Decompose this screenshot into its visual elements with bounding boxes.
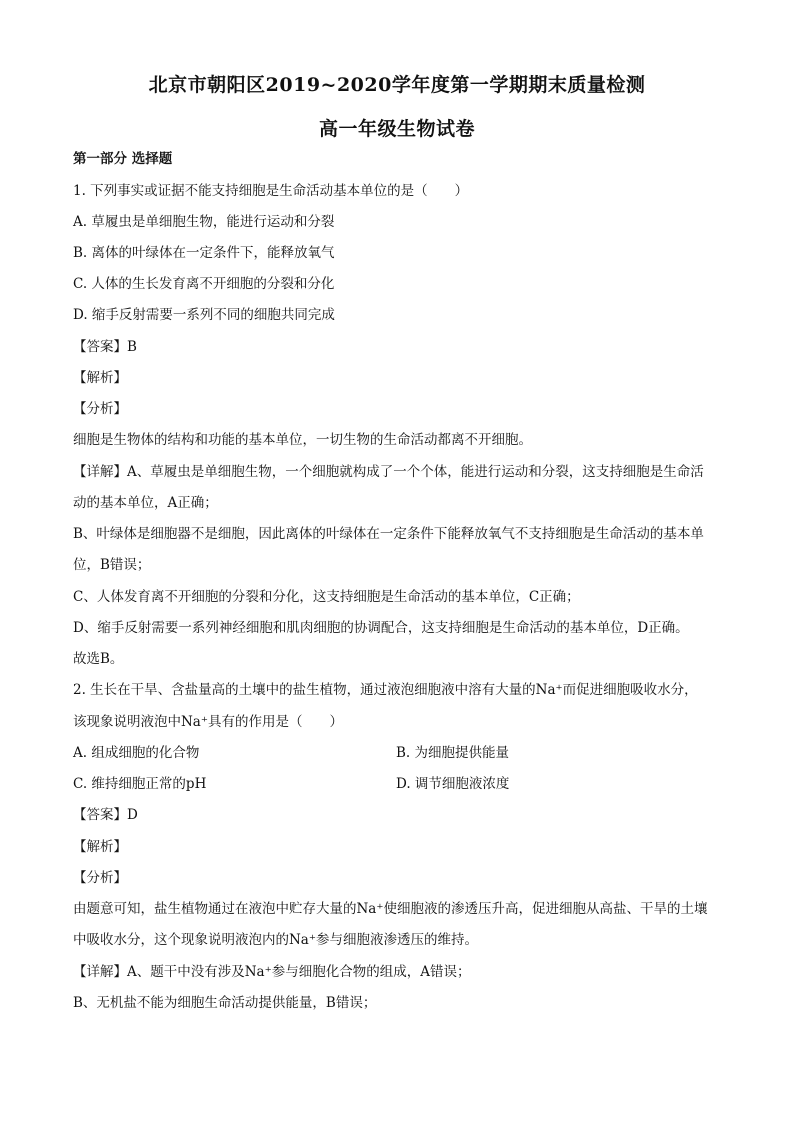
q2-jiexi-label: 【解析】 — [73, 839, 127, 855]
q2-analysis-line: 由题意可知，盐生植物通过在液泡中贮存大量的Na⁺使细胞液的渗透压升高，促进细胞从高盐、干旱的土壤 — [73, 901, 708, 917]
q1-jiexi-label: 【解析】 — [73, 370, 127, 386]
q1-detail-line: B、叶绿体是细胞器不是细胞，因此离体的叶绿体在一定条件下能释放氧气不支持细胞是生命活动的基本单 — [73, 526, 704, 542]
q1-stem: 1. 下列事实或证据不能支持细胞是生命活动基本单位的是（ ） — [73, 183, 469, 199]
q2-fenxi-label: 【分析】 — [73, 870, 127, 886]
q2-stem-line: 2. 生长在干旱、含盐量高的土壤中的盐生植物，通过液泡细胞液中溶有大量的Na⁺而促进细胞吸收水分， — [73, 682, 698, 698]
q2-detail-line: B、无机盐不能为细胞生命活动提供能量，B错误； — [73, 995, 377, 1011]
q1-option-c: C. 人体的生长发育离不开细胞的分裂和分化 — [73, 276, 335, 292]
q2-stem-line: 该现象说明液泡中Na⁺具有的作用是（ ） — [73, 714, 343, 730]
q2-option-d: D. 调节细胞液浓度 — [396, 776, 510, 792]
q2-option-b: B. 为细胞提供能量 — [396, 745, 510, 761]
q2-detail-line: 【详解】A、题干中没有涉及Na⁺参与细胞化合物的组成，A错误； — [73, 964, 471, 980]
q1-detail-line: 位，B错误； — [73, 557, 151, 573]
document-subtitle: 高一年级生物试卷 — [318, 118, 475, 140]
q1-detail-line: 【详解】A、草履虫是单细胞生物，一个细胞就构成了一个个体，能进行运动和分裂，这支持细胞是生命活 — [73, 464, 704, 480]
q1-detail-line: D、缩手反射需要一系列神经细胞和肌肉细胞的协调配合，这支持细胞是生命活动的基本单位，D正确。 — [73, 620, 689, 636]
q1-detail-line: 动的基本单位，A正确； — [73, 495, 218, 511]
section-heading: 第一部分 选择题 — [73, 151, 173, 167]
q2-option-c: C. 维持细胞正常的pH — [73, 776, 207, 792]
q1-conclusion: 故选B。 — [73, 651, 124, 667]
q1-detail-line: C、人体发育离不开细胞的分裂和分化，这支持细胞是生命活动的基本单位，C正确； — [73, 589, 580, 605]
q2-analysis-line: 中吸收水分，这个现象说明液泡内的Na⁺参与细胞液渗透压的维持。 — [73, 932, 478, 948]
q2-option-a: A. 组成细胞的化合物 — [73, 745, 200, 761]
q1-answer: 【答案】B — [73, 339, 137, 355]
q1-analysis: 细胞是生物体的结构和功能的基本单位，一切生物的生命活动都离不开细胞。 — [73, 432, 532, 448]
q1-option-b: B. 离体的叶绿体在一定条件下，能释放氧气 — [73, 245, 335, 261]
q1-option-a: A. 草履虫是单细胞生物，能进行运动和分裂 — [73, 214, 335, 230]
q1-fenxi-label: 【分析】 — [73, 401, 127, 417]
document-title: 北京市朝阳区2019~2020学年度第一学期期末质量检测 — [148, 74, 646, 96]
q2-answer: 【答案】D — [73, 807, 138, 823]
q1-option-d: D. 缩手反射需要一系列不同的细胞共同完成 — [73, 307, 335, 323]
